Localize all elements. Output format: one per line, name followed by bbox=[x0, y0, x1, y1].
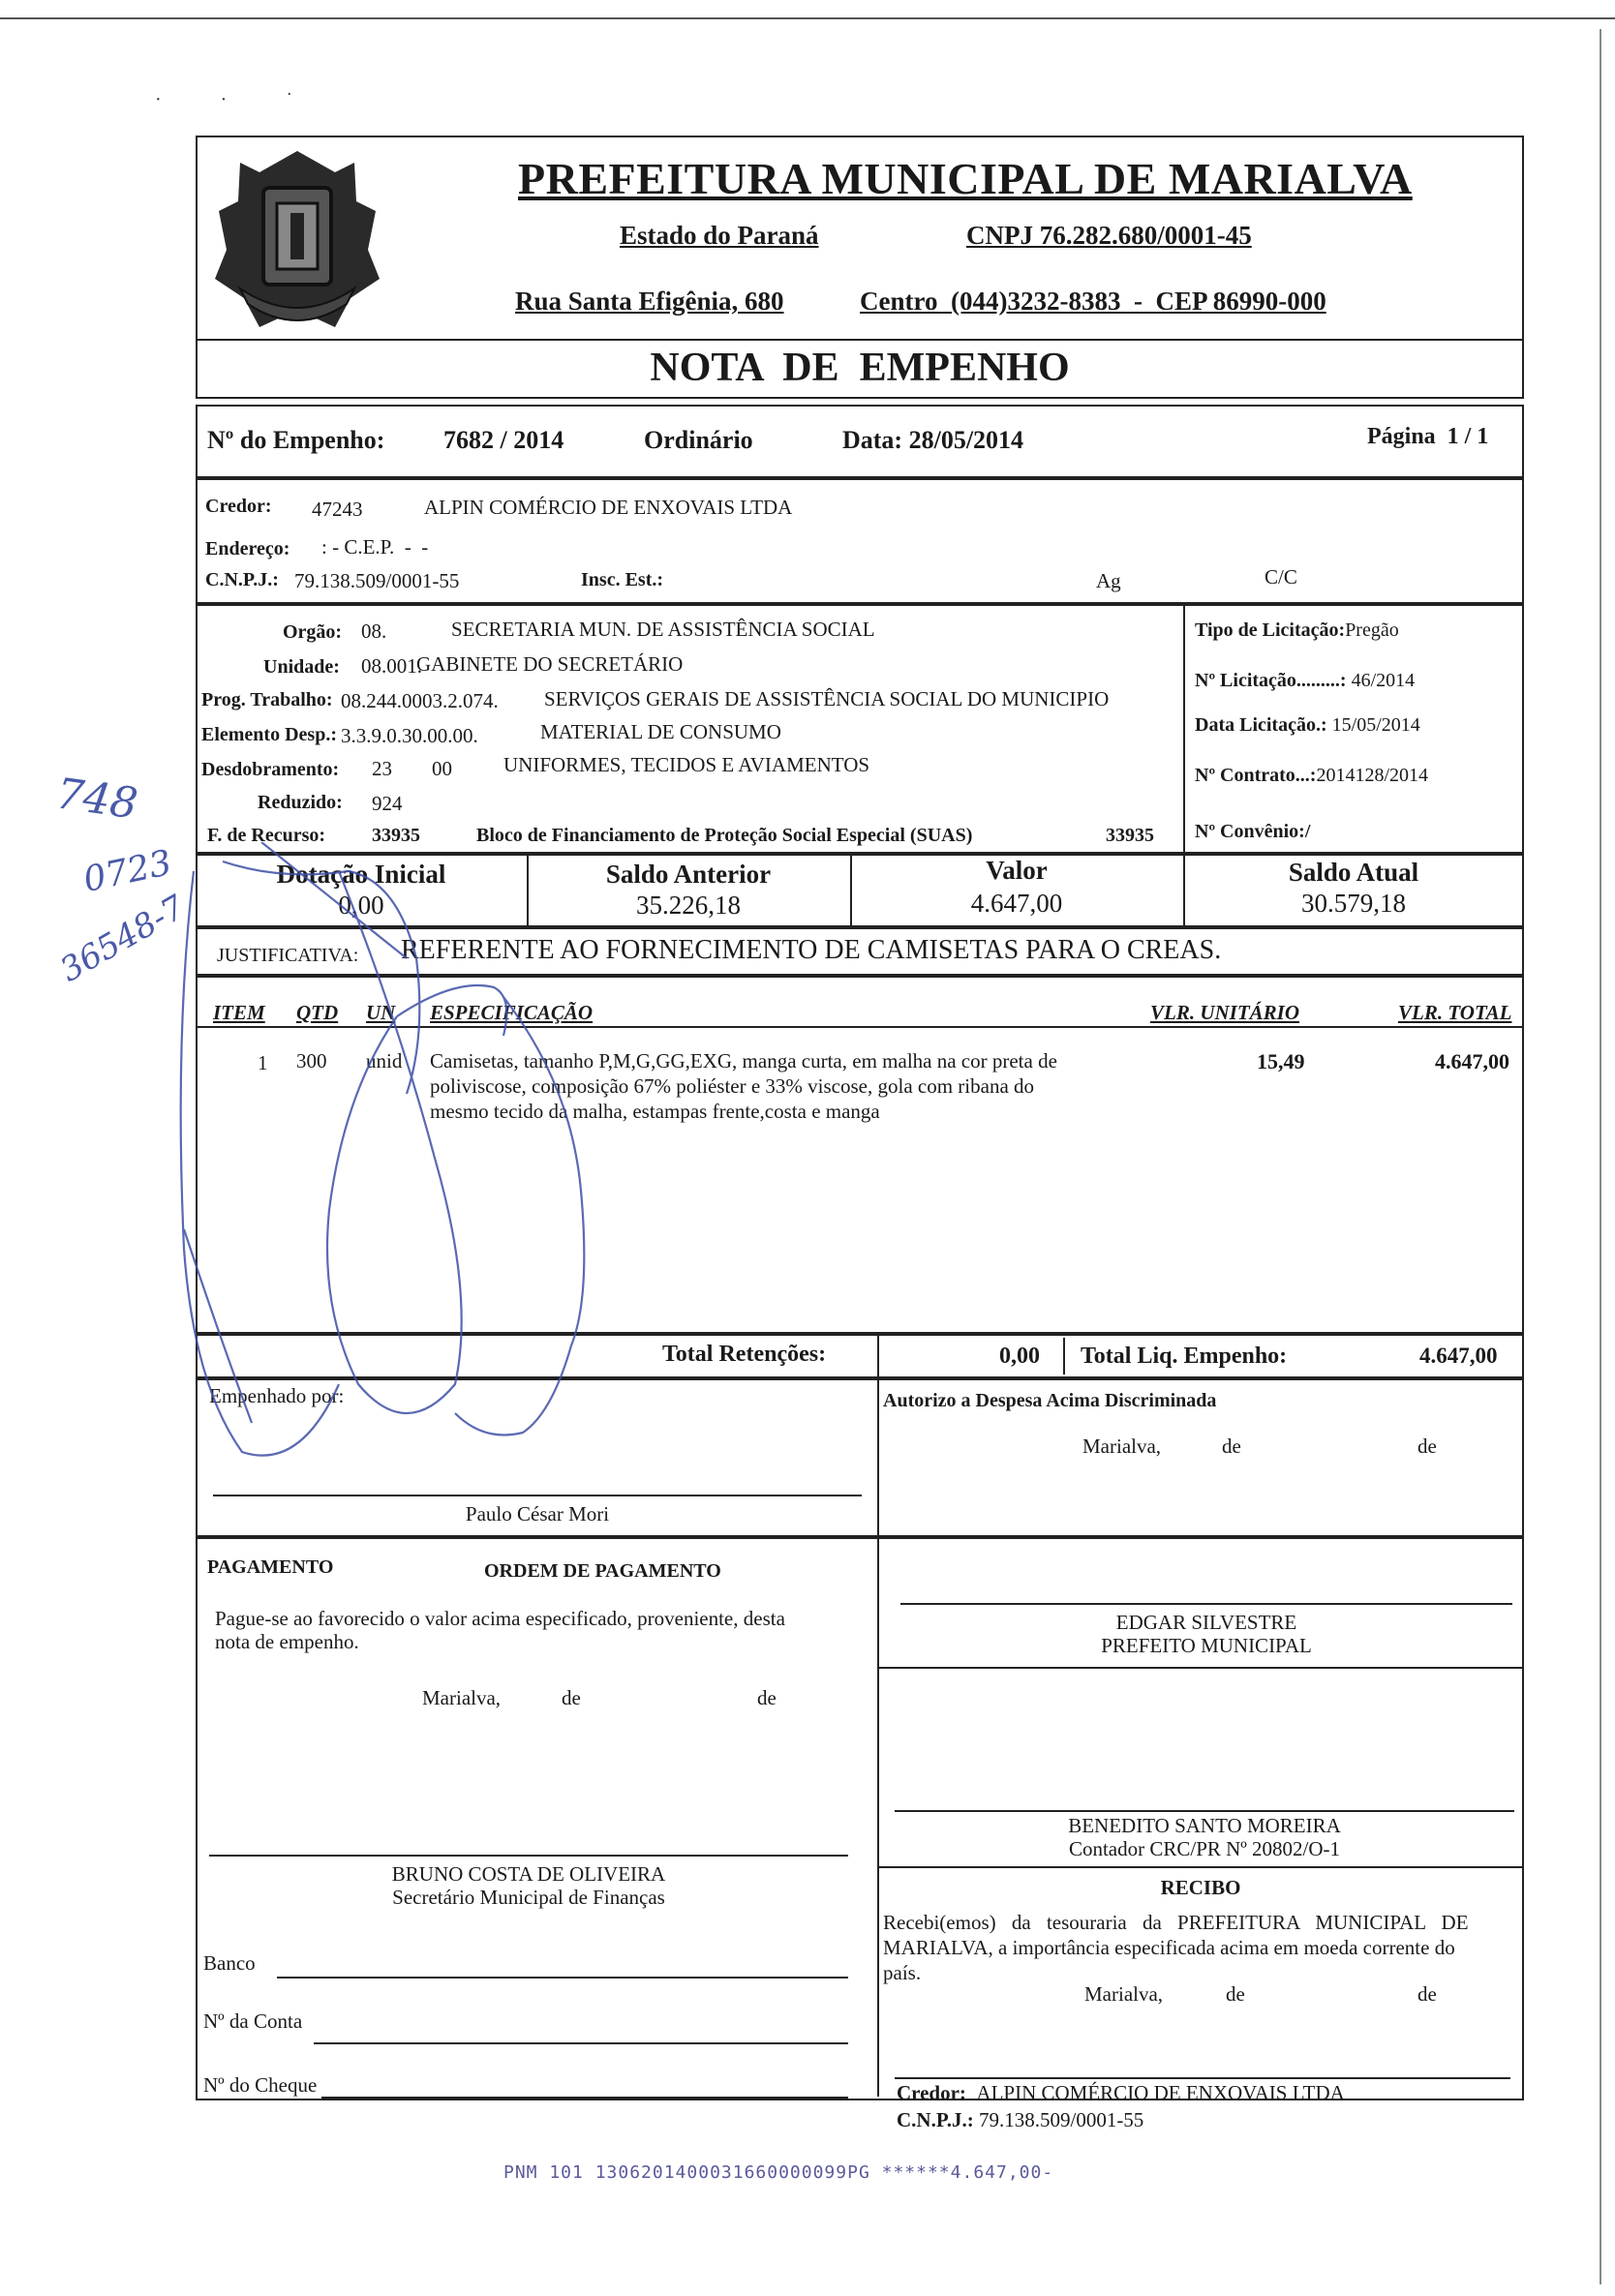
prog-cod: 08.244.0003.2.074. bbox=[341, 689, 499, 712]
justificativa-label: JUSTIFICATIVA: bbox=[217, 945, 359, 966]
recibo-credor bbox=[897, 2081, 1345, 2105]
doc-title: NOTA DE EMPENHO bbox=[650, 346, 1070, 390]
recibo-local: Marialva, bbox=[1084, 1982, 1164, 2006]
licit-data bbox=[1195, 714, 1420, 737]
valor-label: Valor bbox=[986, 856, 1048, 885]
valor-valor: 4.647,00 bbox=[970, 889, 1063, 918]
licit-data-label: Data Licitação.: bbox=[1195, 714, 1327, 736]
prog-nome: SERVIÇOS GERAIS DE ASSISTÊNCIA SOCIAL DO MUNICIPIO bbox=[544, 687, 1110, 710]
prefeito-box-line bbox=[877, 1667, 1524, 1669]
total-liq-valor: 4.647,00 bbox=[1419, 1344, 1498, 1368]
pagamento-de1: de bbox=[562, 1686, 581, 1709]
cheque-label: Nº do Cheque bbox=[203, 2073, 318, 2097]
licit-data-valor: 15/05/2014 bbox=[1331, 714, 1420, 736]
row-vlr-unit: 15,49 bbox=[1257, 1049, 1305, 1073]
saldo-anterior-label: Saldo Anterior bbox=[605, 860, 772, 889]
empenho-tipo: Ordinário bbox=[644, 426, 753, 454]
orgao-label: Orgão: bbox=[283, 621, 343, 643]
prog-label: Prog. Trabalho: bbox=[201, 689, 333, 710]
saldo-atual-label: Saldo Atual bbox=[1288, 858, 1419, 887]
recibo-texto-2: MARIALVA, a importância especificada acima em moeda corrente do bbox=[883, 1936, 1455, 1959]
licit-num bbox=[1195, 670, 1415, 692]
credor-label: Credor: bbox=[205, 496, 272, 517]
empenhado-label: Empenhado por: bbox=[209, 1384, 345, 1407]
cnpj-valor: 79.138.509/0001-55 bbox=[294, 569, 460, 592]
totais-div-1 bbox=[877, 1334, 879, 1378]
licit-contrato-label: Nº Contrato...: bbox=[1195, 765, 1317, 786]
header-endereco: Rua Santa Efigênia, 680 bbox=[515, 287, 784, 316]
desd-nome: UNIFORMES, TECIDOS E AVIAMENTOS bbox=[503, 753, 870, 776]
prefeito-cargo: PREFEITO MUNICIPAL bbox=[1101, 1634, 1312, 1657]
col-item: ITEM bbox=[213, 1001, 265, 1024]
conta-label: Nº da Conta bbox=[203, 2009, 303, 2033]
pagamento-cargo: Secretário Municipal de Finanças bbox=[392, 1886, 665, 1909]
recibo-texto-1: Recebi(emos) da tesouraria da PREFEITURA MUNICIPAL DE bbox=[883, 1911, 1469, 1934]
licit-num-label: Nº Licitação.........: bbox=[1195, 670, 1347, 691]
recibo-texto-3: país. bbox=[883, 1961, 922, 1984]
contador-box-line bbox=[877, 1866, 1524, 1868]
credor-nome: ALPIN COMÉRCIO DE ENXOVAIS LTDA bbox=[424, 496, 793, 519]
cnpj-label: C.N.P.J.: bbox=[205, 569, 279, 590]
unidade-label: Unidade: bbox=[263, 656, 340, 678]
scan-edge-right bbox=[1600, 29, 1601, 2284]
banco-line bbox=[277, 1977, 848, 1979]
orgao-cod: 08. bbox=[361, 619, 387, 643]
handwriting-a: 748 bbox=[52, 769, 141, 830]
row-esp-2: poliviscose, composição 67% poliéster e 33% viscose, gola com ribana do bbox=[430, 1074, 1035, 1098]
footer-code: PNM 101 1306201400031660000099PG ******4.647,00- bbox=[503, 2162, 1054, 2183]
pagamento-de2: de bbox=[757, 1686, 777, 1709]
row-item: 1 bbox=[258, 1051, 268, 1074]
cc-label: C/C bbox=[1265, 565, 1297, 589]
credor-codigo: 47243 bbox=[312, 498, 363, 521]
dotacao-divider bbox=[1183, 604, 1185, 854]
elem-label: Elemento Desp.: bbox=[201, 724, 337, 745]
header-estado: Estado do Paraná bbox=[620, 221, 819, 250]
row-vlr-total: 4.647,00 bbox=[1435, 1049, 1509, 1073]
prefeito-nome: EDGAR SILVESTRE bbox=[1115, 1611, 1297, 1634]
reduzido-label: Reduzido: bbox=[258, 792, 343, 813]
recibo-cnpj bbox=[897, 2108, 1143, 2132]
total-retencoes-label: Total Retenções: bbox=[662, 1342, 827, 1367]
empenhado-signature-line bbox=[213, 1495, 862, 1496]
empenho-pagina: Página 1 / 1 bbox=[1367, 424, 1489, 449]
licit-convenio: Nº Convênio:/ bbox=[1195, 821, 1311, 842]
handwriting-c: 36548-7 bbox=[53, 888, 192, 990]
licit-tipo-label: Tipo de Licitação: bbox=[1195, 619, 1346, 641]
saldo-atual-valor: 30.579,18 bbox=[1301, 889, 1406, 918]
row-un: unid bbox=[366, 1049, 403, 1072]
totais-box bbox=[196, 1334, 1524, 1378]
endereco-label: Endereço: bbox=[205, 538, 290, 559]
dotacao-inicial-valor: 0,00 bbox=[338, 891, 384, 920]
reduzido-valor: 924 bbox=[372, 792, 403, 815]
pagamento-signature-line bbox=[209, 1855, 848, 1857]
pagamento-texto-2: nota de empenho. bbox=[215, 1630, 359, 1653]
licit-contrato-valor: 2014128/2014 bbox=[1316, 765, 1429, 786]
totais-div-2 bbox=[1063, 1338, 1065, 1375]
scan-edge-line bbox=[0, 17, 1615, 19]
unidade-nome: GABINETE DO SECRETÁRIO bbox=[416, 652, 684, 676]
header-title: PREFEITURA MUNICIPAL DE MARIALVA bbox=[518, 154, 1413, 203]
pagamento-local: Marialva, bbox=[422, 1686, 502, 1709]
licit-num-valor: 46/2014 bbox=[1351, 670, 1416, 691]
recibo-signature-line bbox=[895, 2077, 1510, 2079]
itens-box bbox=[196, 976, 1524, 1334]
contador-nome: BENEDITO SANTO MOREIRA bbox=[1068, 1814, 1341, 1837]
autorizo-de1: de bbox=[1222, 1435, 1241, 1458]
orgao-nome: SECRETARIA MUN. DE ASSISTÊNCIA SOCIAL bbox=[451, 618, 875, 641]
saldo-anterior-valor: 35.226,18 bbox=[636, 891, 741, 920]
header-bairro-tel: Centro (044)3232-8383 - CEP 86990-000 bbox=[860, 287, 1326, 316]
unidade-cod: 08.001. bbox=[361, 654, 422, 678]
licit-contrato bbox=[1195, 765, 1428, 787]
contador-signature-line bbox=[895, 1810, 1514, 1812]
recurso-cod2: 33935 bbox=[1106, 825, 1154, 846]
row-esp-3: mesmo tecido da malha, estampas frente,costa e manga bbox=[430, 1100, 880, 1123]
empenho-numero: 7682 / 2014 bbox=[443, 426, 564, 454]
licit-tipo bbox=[1195, 619, 1399, 642]
dotacao-inicial-label: Dotação Inicial bbox=[276, 860, 446, 889]
insc-label: Insc. Est.: bbox=[581, 569, 664, 590]
col-vlr-unitario: VLR. UNITÁRIO bbox=[1150, 1001, 1300, 1024]
desd-cod2: 00 bbox=[432, 757, 452, 780]
empenho-label: Nº do Empenho: bbox=[207, 426, 385, 454]
desd-cod: 23 bbox=[372, 757, 392, 780]
elem-nome: MATERIAL DE CONSUMO bbox=[540, 720, 781, 743]
handwriting-b: 0723 bbox=[79, 842, 175, 901]
col-especificacao: ESPECIFICAÇÃO bbox=[430, 1001, 594, 1024]
justificativa-texto: REFERENTE AO FORNECIMENTO DE CAMISETAS PARA O CREAS. bbox=[401, 935, 1222, 965]
recurso-cod: 33935 bbox=[372, 825, 420, 846]
banco-label: Banco bbox=[203, 1951, 256, 1975]
itens-header-line bbox=[196, 1026, 1524, 1028]
pagamento-nome: BRUNO COSTA DE OLIVEIRA bbox=[391, 1862, 666, 1886]
recibo-de2: de bbox=[1417, 1982, 1437, 2006]
elem-cod: 3.3.9.0.30.00.00. bbox=[341, 724, 478, 747]
ag-label: Ag bbox=[1096, 569, 1121, 592]
recibo-credor-valor: ALPIN COMÉRCIO DE ENXOVAIS LTDA bbox=[976, 2081, 1345, 2104]
recurso-nome: Bloco de Financiamento de Proteção Social Especial (SUAS) bbox=[476, 825, 973, 846]
scan-marks: · · ˙ bbox=[155, 89, 320, 110]
empenhado-nome: Paulo César Mori bbox=[465, 1502, 610, 1526]
total-retencoes-valor: 0,00 bbox=[999, 1344, 1040, 1369]
coat-of-arms-icon bbox=[201, 143, 393, 337]
endereco-valor: : - C.E.P. - - bbox=[321, 535, 429, 559]
pagamento-texto-1: Pague-se ao favorecido o valor acima especificado, proveniente, desta bbox=[215, 1607, 785, 1630]
pagamento-label: PAGAMENTO bbox=[207, 1556, 334, 1578]
recibo-credor-label: Credor: bbox=[897, 2081, 966, 2104]
desd-label: Desdobramento: bbox=[201, 759, 340, 780]
col-qtd: QTD bbox=[296, 1001, 339, 1024]
col-vlr-total: VLR. TOTAL bbox=[1398, 1001, 1512, 1024]
row-qtd: 300 bbox=[296, 1049, 327, 1072]
contador-cargo: Contador CRC/PR Nº 20802/O-1 bbox=[1068, 1837, 1341, 1860]
autorizo-local: Marialva, bbox=[1082, 1435, 1162, 1458]
cheque-line bbox=[321, 2097, 848, 2099]
row-esp-1: Camisetas, tamanho P,M,G,GG,EXG, manga curta, em malha na cor preta de bbox=[430, 1049, 1057, 1072]
autorizo-de2: de bbox=[1417, 1435, 1437, 1458]
header-divider bbox=[196, 339, 1524, 341]
recibo-cnpj-valor: 79.138.509/0001-55 bbox=[978, 2108, 1144, 2131]
autorizo-label: Autorizo a Despesa Acima Discriminada bbox=[883, 1390, 1217, 1411]
recibo-cnpj-label: C.N.P.J.: bbox=[897, 2108, 974, 2131]
col-un: UN bbox=[366, 1001, 396, 1024]
ordem-pagamento-label: ORDEM DE PAGAMENTO bbox=[484, 1560, 721, 1582]
recibo-de1: de bbox=[1226, 1982, 1245, 2006]
recibo-label: RECIBO bbox=[1160, 1876, 1241, 1899]
prefeito-signature-line bbox=[900, 1603, 1512, 1605]
empenho-data: Data: 28/05/2014 bbox=[842, 426, 1024, 454]
total-liq-label: Total Liq. Empenho: bbox=[1081, 1344, 1288, 1369]
header-cnpj: CNPJ 76.282.680/0001-45 bbox=[966, 221, 1252, 250]
conta-line bbox=[314, 2042, 848, 2044]
licit-tipo-valor: Pregão bbox=[1345, 619, 1399, 641]
recurso-label: F. de Recurso: bbox=[207, 825, 326, 846]
